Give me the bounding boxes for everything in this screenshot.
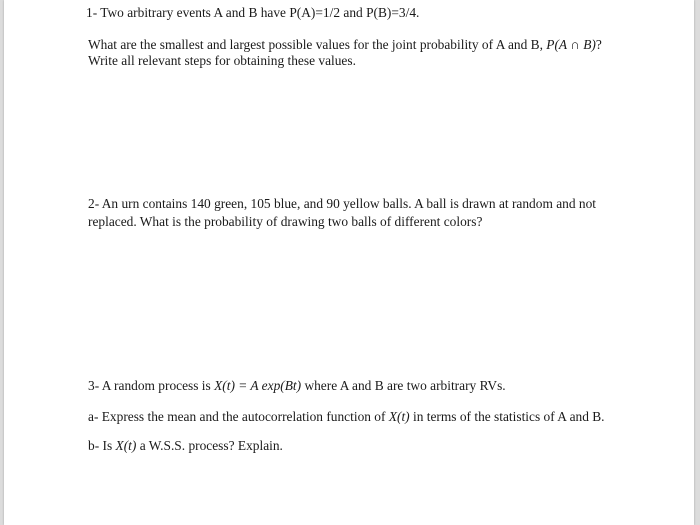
- question-1-line-2: What are the smallest and largest possible values for the joint probability of A and B,: [88, 37, 547, 52]
- question-1-title: [86, 5, 419, 21]
- question-3-part-b: [88, 438, 283, 454]
- question-1-instruction: [88, 53, 356, 69]
- question-1-line-3: Write all relevant steps for obtaining these values.: [88, 53, 356, 68]
- question-3-line-1-suffix: where A and B are two arbitrary RVs.: [301, 378, 506, 393]
- document-page: [4, 0, 694, 525]
- question-2-line-1-wrap: [88, 196, 596, 212]
- question-1-line-1: 1- Two arbitrary events A and B have P(A)=1/2 and P(B)=3/4.: [86, 5, 420, 20]
- question-1-question-mark: ?: [595, 37, 602, 52]
- question-3-part-b-prefix: b- Is: [88, 438, 116, 453]
- joint-probability-expression: P(A ∩ B): [546, 37, 596, 52]
- question-3-part-b-suffix: a W.S.S. process? Explain.: [136, 438, 283, 453]
- question-1-prompt: [88, 37, 602, 53]
- question-3-part-a-suffix: in terms of the statistics of A and B.: [409, 409, 605, 424]
- question-3-part-a-prefix: a- Express the mean and the autocorrelation function of: [88, 409, 389, 424]
- question-3-part-a: [88, 409, 605, 425]
- question-3-line-1-prefix: 3- A random process is: [88, 378, 215, 393]
- question-2-line-2-wrap: [88, 214, 482, 230]
- question-2-line-2: replaced. What is the probability of drawing two balls of different colors?: [88, 214, 483, 229]
- process-symbol-a: X(t): [388, 409, 410, 424]
- question-3-intro: [88, 378, 506, 394]
- question-2-line-1: 2- An urn contains 140 green, 105 blue, and 90 yellow balls. A ball is drawn at random and not: [88, 196, 597, 211]
- random-process-formula: X(t) = A exp(Bt): [214, 378, 302, 393]
- process-symbol-b: X(t): [115, 438, 137, 453]
